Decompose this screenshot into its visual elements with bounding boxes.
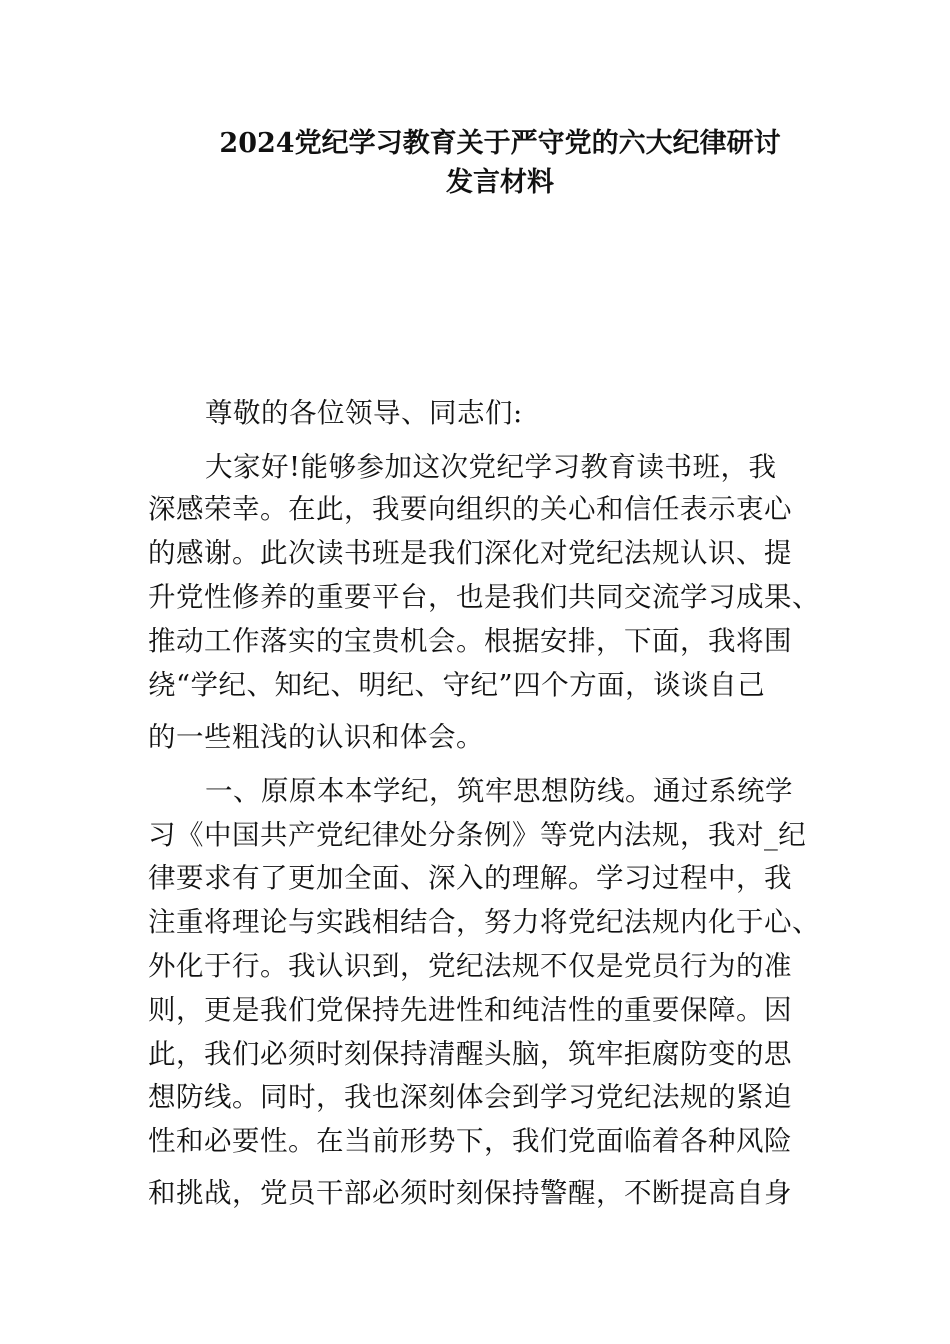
body-line: 想防线。同时，我也深刻体会到学习党纪法规的紧迫	[148, 1081, 792, 1113]
body-line: 升党性修养的重要平台，也是我们共同交流学习成果、	[148, 581, 820, 613]
body-line: 律要求有了更加全面、深入的理解。学习过程中，我	[148, 862, 792, 894]
body-line: 的感谢。此次读书班是我们深化对党纪法规认识、提	[148, 537, 792, 569]
body-line: 习《中国共产党纪律处分条例》等党内法规，我对_纪	[148, 819, 807, 851]
body-line: 则，更是我们党保持先进性和纯洁性的重要保障。因	[148, 994, 792, 1026]
body-line: 外化于行。我认识到，党纪法规不仅是党员行为的准	[148, 950, 792, 982]
body-line: 的一些粗浅的认识和体会。	[148, 721, 484, 753]
body-line: 此，我们必须时刻保持清醒头脑，筑牢拒腐防变的思	[148, 1038, 792, 1070]
document-title-line-1: 2024党纪学习教育关于严守党的六大纪律研讨	[219, 128, 781, 159]
document-title-line-2: 发言材料	[446, 167, 554, 198]
body-line: 性和必要性。在当前形势下，我们党面临着各种风险	[148, 1125, 792, 1157]
greeting-line: 尊敬的各位领导、同志们:	[205, 397, 523, 429]
body-line: 深感荣幸。在此，我要向组织的关心和信任表示衷心	[148, 493, 792, 525]
body-line: 推动工作落实的宝贵机会。根据安排，下面，我将围	[148, 625, 792, 657]
section-1-heading-line: 一、原原本本学纪，筑牢思想防线。通过系统学	[205, 775, 793, 807]
body-line: 注重将理论与实践相结合，努力将党纪法规内化于心、	[148, 906, 820, 938]
body-line: 绕“学纪、知纪、明纪、守纪”四个方面，谈谈自己	[148, 669, 766, 701]
body-line: 大家好!能够参加这次党纪学习教育读书班，我	[205, 451, 777, 483]
body-line: 和挑战，党员干部必须时刻保持警醒，不断提高自身	[148, 1177, 792, 1209]
